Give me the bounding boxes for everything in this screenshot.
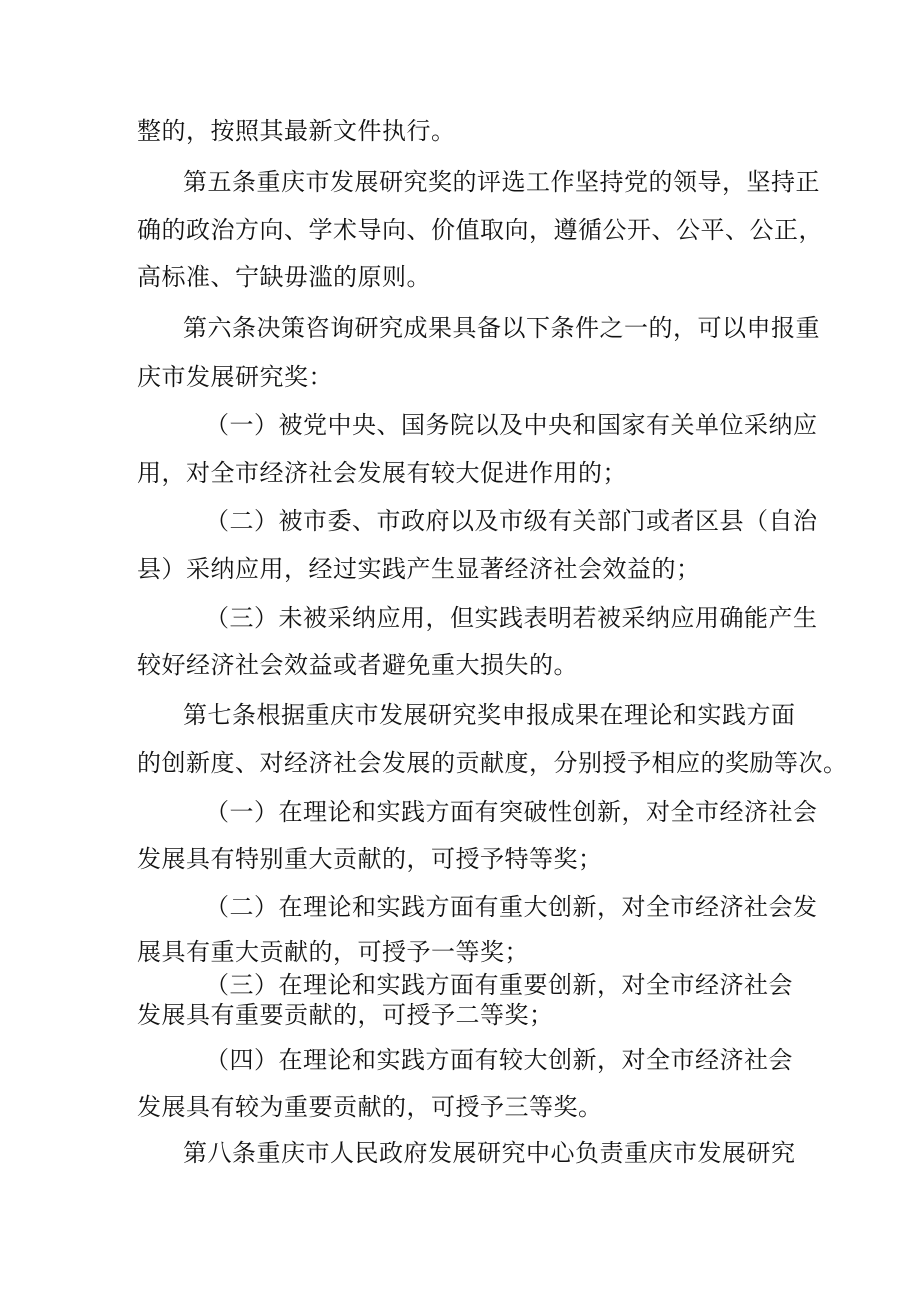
article-5-line-3: 高标准、宁缺毋滥的原则。 (137, 263, 431, 291)
article-7-item-4-line-2: 发展具有较为重要贡献的，可授予三等奖。 (137, 1093, 603, 1121)
text-line-continuation: 整的，按照其最新文件执行。 (137, 117, 456, 145)
article-6-item-3-line-2: 较好经济社会效益或者避免重大损失的。 (137, 651, 578, 679)
article-7-item-4-line-1: （四）在理论和实践方面有较大创新，对全市经济社会 (205, 1046, 793, 1074)
article-5-line-2: 确的政治方向、学术导向、价值取向，遵循公开、公平、公正， (137, 216, 823, 244)
article-8-line-1: 第八条重庆市人民政府发展研究中心负责重庆市发展研究 (183, 1139, 796, 1167)
article-5-line-1: 第五条重庆市发展研究奖的评选工作坚持党的领导，坚持正 (183, 168, 820, 196)
article-6-line-1: 第六条决策咨询研究成果具备以下条件之一的，可以申报重 (183, 314, 820, 342)
article-6-item-1-line-2: 用，对全市经济社会发展有较大促进作用的； (137, 459, 627, 487)
article-7-item-3-line-2: 发展具有重要贡献的，可授予二等奖； (137, 1001, 554, 1029)
article-6-item-2-line-2: 县）采纳应用，经过实践产生显著经济社会效益的； (137, 555, 701, 583)
article-6-item-1-line-1: （一）被党中央、国务院以及中央和国家有关单位采纳应 (205, 411, 818, 439)
article-7-item-2-line-1: （二）在理论和实践方面有重大创新，对全市经济社会发 (205, 893, 818, 921)
article-7-item-1-line-1: （一）在理论和实践方面有突破性创新，对全市经济社会 (205, 798, 818, 826)
article-6-line-2: 庆市发展研究奖： (137, 363, 333, 391)
article-7-item-1-line-2: 发展具有特别重大贡献的，可授予特等奖； (137, 845, 603, 873)
article-7-item-3-line-1: （三）在理论和实践方面有重要创新，对全市经济社会 (205, 971, 793, 999)
article-7-line-1: 第七条根据重庆市发展研究奖申报成果在理论和实践方面 (183, 701, 796, 729)
article-7-item-2-line-2: 展具有重大贡献的，可授予一等奖； (137, 938, 529, 966)
article-7-line-2: 的创新度、对经济社会发展的贡献度，分别授予相应的奖励等次。 (137, 749, 848, 777)
article-6-item-2-line-1: （二）被市委、市政府以及市级有关部门或者区县（自治 (205, 507, 818, 535)
article-6-item-3-line-1: （三）未被采纳应用，但实践表明若被采纳应用确能产生 (205, 604, 818, 632)
